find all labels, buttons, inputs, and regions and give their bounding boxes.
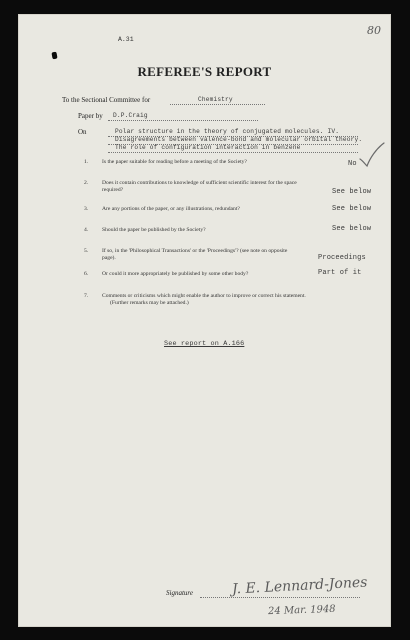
on-dotted-line-3 xyxy=(108,152,358,153)
question-text: required? xyxy=(102,187,124,193)
answer: See below xyxy=(332,205,372,213)
to-value: Chemistry xyxy=(198,96,233,103)
question-text: Does it contain contributions to knowledge of sufficient scientific interest for the space xyxy=(102,180,297,186)
question-text: Are any portions of the paper, or any illustrations, redundant? xyxy=(102,206,240,212)
paper-title-line: Polar structure in the theory of conjugated molecules. IV. xyxy=(115,128,340,135)
question-number: 1. xyxy=(84,159,89,165)
paper-by-dotted-line xyxy=(108,120,258,121)
signature-label: Signature xyxy=(166,589,193,597)
question-number: 3. xyxy=(84,206,89,212)
question-number: 4. xyxy=(84,227,89,233)
signature-dotted-line xyxy=(200,597,360,598)
question-text: Should the paper be published by the Society? xyxy=(102,227,206,233)
question-text: Or could it more appropriately be published by some other body? xyxy=(102,271,249,277)
question-text: Comments or criticisms which might enable the author to improve or correct his statement. xyxy=(102,293,306,299)
paper-title-line: Disagreements between valence-bond and molecular orbital theory. xyxy=(115,136,363,143)
punch-hole xyxy=(51,52,57,60)
paper-by-value: D.P.Craig xyxy=(113,112,148,119)
paper-by-label: Paper by xyxy=(78,112,103,120)
question-text: If so, in the 'Philosophical Transactions' or the 'Proceedings'? (see note on opposite xyxy=(102,248,288,254)
paper-title-line: The role of configuration interaction in benzene xyxy=(115,144,301,151)
checkmark-icon xyxy=(358,142,386,168)
answer: Part of it xyxy=(318,269,362,277)
question-text: page). xyxy=(102,255,116,261)
question-number: 2. xyxy=(84,180,89,186)
on-label: On xyxy=(78,128,87,136)
answer: See below xyxy=(332,188,372,196)
corner-number: 80 xyxy=(367,24,381,37)
answer: See below xyxy=(332,225,372,233)
question-number: 5. xyxy=(84,248,89,254)
handwritten-signature: J. E. Lennard-Jones xyxy=(231,574,368,598)
to-dotted-line xyxy=(170,104,265,105)
see-report-note: See report on A.166 xyxy=(164,340,245,348)
question-text: Is the paper suitable for reading before a meeting of the Society? xyxy=(102,159,247,165)
question-number: 6. xyxy=(84,271,89,277)
answer: No xyxy=(348,160,357,168)
to-label: To the Sectional Committee for xyxy=(62,96,151,104)
question-number: 7. xyxy=(84,293,89,299)
page-title: REFEREE'S REPORT xyxy=(137,64,272,79)
handwritten-date: 24 Mar. 1948 xyxy=(267,603,336,618)
reference-code: A.31 xyxy=(118,36,134,43)
question-text: (Further remarks may be attached.) xyxy=(110,300,189,306)
report-sheet xyxy=(18,14,391,627)
answer: Proceedings xyxy=(318,254,366,262)
